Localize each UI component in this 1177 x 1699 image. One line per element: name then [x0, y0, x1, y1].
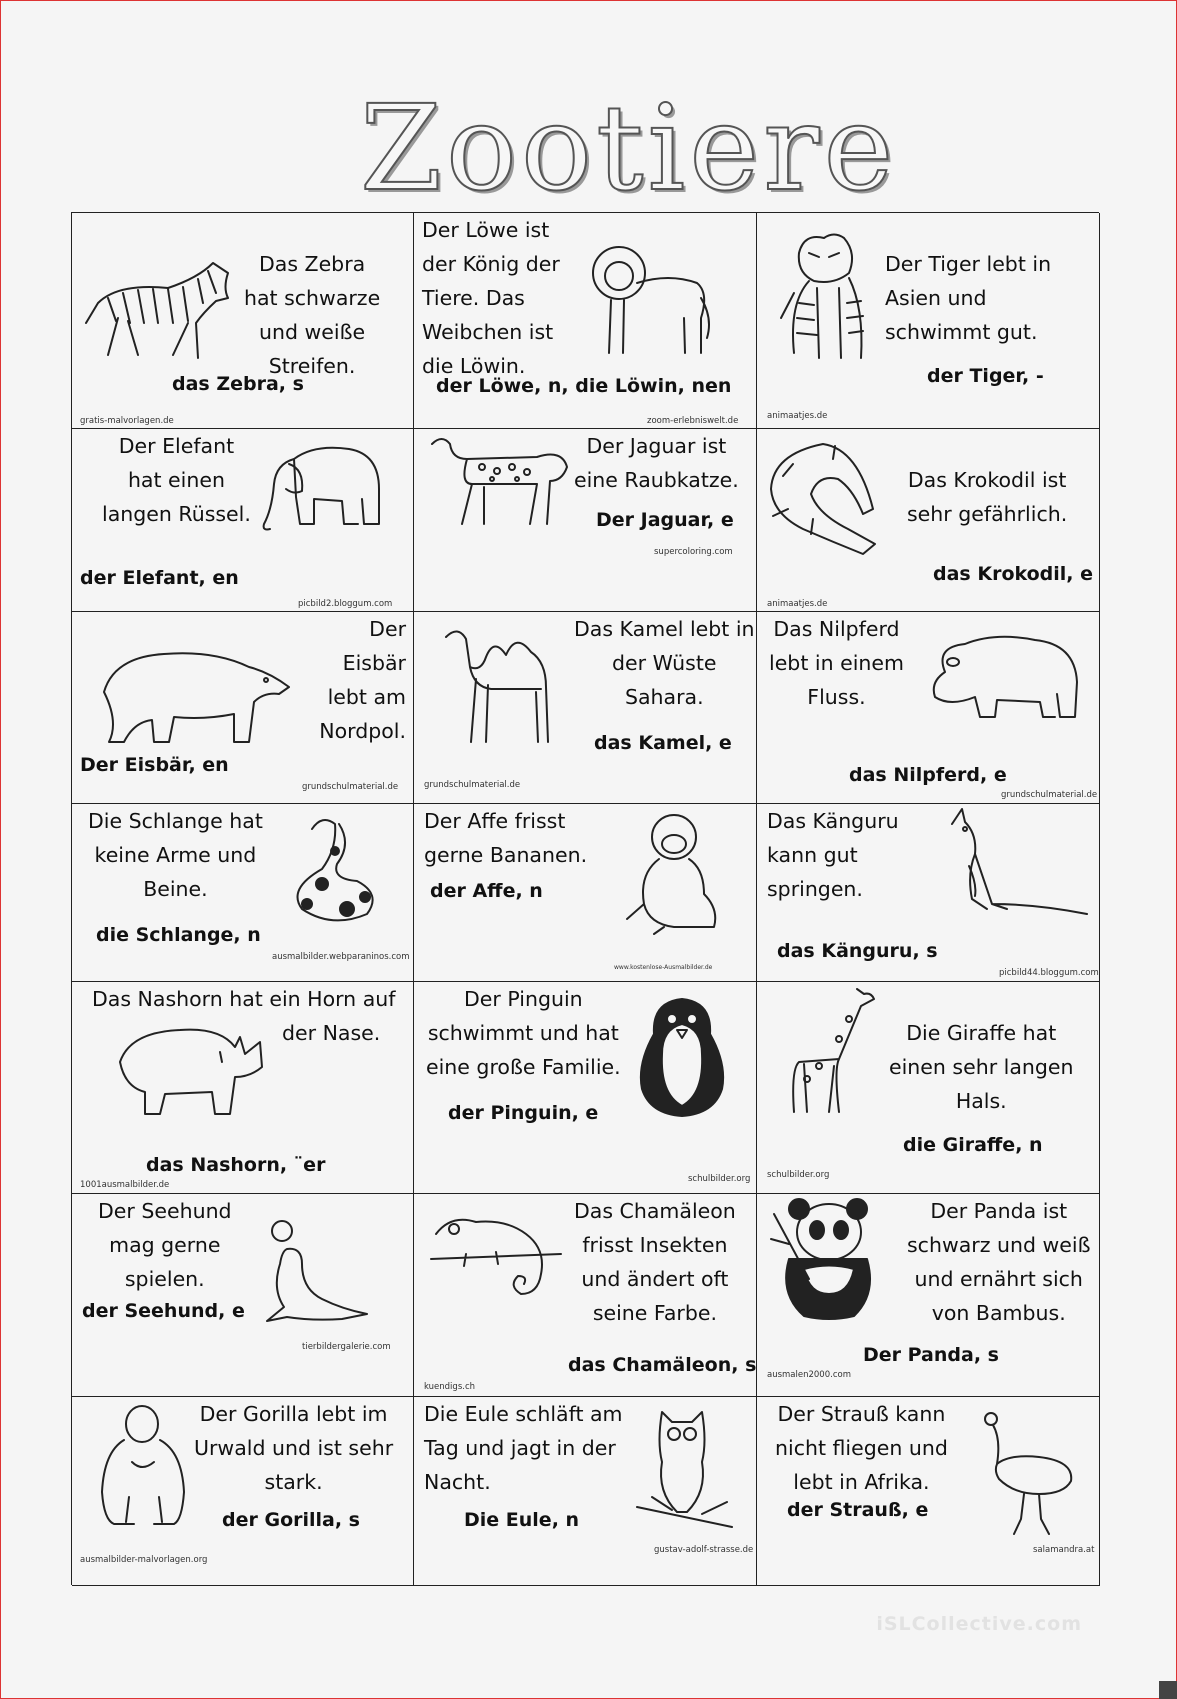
animal-description: Der Löwe ist der König der Tiere. Das Weibchen ist die Löwin. — [422, 218, 560, 378]
animal-description: Der Strauß kann nicht fliegen und lebt in Afrika. — [775, 1402, 948, 1494]
lion-icon — [589, 238, 714, 363]
animal-description: Der Pinguin schwimmt und hat eine große Familie. — [426, 987, 621, 1079]
card-rhino — [72, 982, 414, 1194]
card-kangaroo — [757, 804, 1100, 982]
card-ostrich — [757, 1397, 1100, 1586]
animal-name: das Krokodil, e — [933, 563, 1094, 585]
seal-icon — [262, 1219, 372, 1329]
image-source: zoom-erlebniswelt.de — [647, 416, 739, 426]
card-snake — [72, 804, 414, 982]
polar-bear-icon — [94, 642, 294, 752]
card-tiger — [757, 213, 1100, 429]
card-lion — [414, 213, 757, 429]
animal-name: der Tiger, - — [927, 365, 1044, 387]
page-title: Zootiere — [360, 79, 898, 217]
penguin-icon — [632, 994, 732, 1124]
card-gorilla — [72, 1397, 414, 1586]
owl-icon — [632, 1402, 737, 1532]
animal-name: die Schlange, n — [96, 924, 261, 946]
elephant-icon — [254, 439, 389, 539]
animal-name: die Giraffe, n — [903, 1134, 1043, 1156]
animal-name: der Gorilla, s — [222, 1509, 360, 1531]
card-monkey — [414, 804, 757, 982]
image-source: kuendigs.ch — [424, 1382, 476, 1392]
image-source: ausmalen2000.com — [767, 1370, 851, 1380]
animal-name: der Affe, n — [430, 880, 543, 902]
animal-description: Der Affe frisst gerne Bananen. — [424, 809, 588, 867]
ostrich-icon — [979, 1409, 1079, 1539]
card-panda — [757, 1194, 1100, 1397]
camel-icon — [436, 617, 561, 747]
rhino-icon — [110, 1022, 270, 1122]
tiger-icon — [769, 223, 879, 368]
animal-name: der Löwe, n, die Löwin, nen — [436, 375, 732, 397]
animal-description: Das Känguru kann gut springen. — [767, 809, 899, 901]
animal-description: Der Tiger lebt in Asien und schwimmt gut. — [885, 252, 1052, 344]
image-source: animaatjes.de — [767, 411, 828, 421]
kangaroo-icon — [947, 804, 1092, 919]
image-source: picbild44.bloggum.com — [999, 968, 1099, 978]
image-source: tierbildergalerie.com — [302, 1342, 391, 1352]
corner-mark — [1159, 1681, 1177, 1699]
image-source: supercoloring.com — [654, 547, 733, 557]
image-source: www.kostenlose-Ausmalbilder.de — [614, 964, 713, 971]
animal-description: Das Nilpferd lebt in einem Fluss. — [769, 617, 904, 709]
image-source: 1001ausmalbilder.de — [80, 1180, 170, 1190]
image-source: grundschulmaterial.de — [424, 780, 521, 790]
animal-description: Das Zebra hat schwarze und weiße Streifen. — [244, 252, 381, 378]
card-hippo — [757, 612, 1100, 804]
animal-name: der Elefant, en — [80, 567, 239, 589]
crocodile-icon — [763, 434, 883, 559]
animal-description: Das Kamel lebt in der Wüste Sahara. — [574, 617, 755, 709]
animal-description: Der Elefant hat einen langen Rüssel. — [102, 434, 251, 526]
animal-name: das Nashorn, ¨er — [146, 1154, 326, 1176]
animal-description: Der Gorilla lebt im Urwald und ist sehr stark. — [194, 1402, 394, 1494]
image-source: schulbilder.org — [688, 1174, 751, 1184]
card-camel — [414, 612, 757, 804]
image-source: ausmalbilder.webparaninos.com — [272, 952, 410, 962]
card-giraffe — [757, 982, 1100, 1194]
animal-name: das Känguru, s — [777, 940, 938, 962]
hippo-icon — [925, 632, 1085, 727]
card-zebra — [72, 213, 414, 429]
animal-description: Der Seehund mag gerne spielen. — [98, 1199, 232, 1291]
card-polar-bear — [72, 612, 414, 804]
animal-name: Der Eisbär, en — [80, 754, 229, 776]
gorilla-icon — [94, 1402, 194, 1532]
animal-name: der Strauß, e — [787, 1499, 929, 1521]
animal-name: der Seehund, e — [82, 1300, 245, 1322]
animal-description: Der Panda ist schwarz und weiß und ernährt sich von Bambus. — [907, 1199, 1091, 1325]
animal-description: Das Nashorn hat ein Horn auf — [92, 987, 396, 1011]
animal-name: das Zebra, s — [172, 373, 304, 395]
snake-icon — [277, 809, 387, 934]
watermark: iSLCollective.com — [876, 1613, 1082, 1635]
image-source: gustav-adolf-strasse.de — [654, 1545, 754, 1555]
animal-description: Der Eisbär lebt am Nordpol. — [319, 617, 406, 743]
animal-name: der Pinguin, e — [448, 1102, 599, 1124]
image-source: salamandra.at — [1033, 1545, 1095, 1555]
animal-description: Das Krokodil ist sehr gefährlich. — [907, 468, 1068, 526]
zebra-icon — [78, 243, 238, 373]
animal-name: Der Panda, s — [863, 1344, 999, 1366]
image-source: grundschulmaterial.de — [1001, 790, 1098, 800]
image-source: gratis-malvorlagen.de — [80, 416, 174, 426]
image-source: ausmalbilder-malvorlagen.org — [80, 1555, 208, 1565]
animal-description: Der Jaguar ist eine Raubkatze. — [574, 434, 739, 492]
image-source: picbild2.bloggum.com — [298, 599, 393, 609]
animal-name: das Nilpferd, e — [849, 764, 1007, 786]
card-jaguar — [414, 429, 757, 612]
jaguar-icon — [422, 429, 572, 539]
card-chameleon — [414, 1194, 757, 1397]
giraffe-icon — [779, 984, 879, 1114]
card-owl — [414, 1397, 757, 1586]
card-elephant — [72, 429, 414, 612]
image-source: animaatjes.de — [767, 599, 828, 609]
animal-grid — [71, 212, 1099, 1585]
image-source: grundschulmaterial.de — [302, 782, 399, 792]
animal-name: das Kamel, e — [594, 732, 732, 754]
animal-description: Das Chamäleon frisst Insekten und ändert oft seine Farbe. — [574, 1199, 736, 1325]
card-crocodile — [757, 429, 1100, 612]
animal-description: Die Giraffe hat einen sehr langen Hals. — [889, 1021, 1074, 1113]
chameleon-icon — [426, 1204, 566, 1314]
monkey-icon — [619, 809, 729, 939]
animal-name: das Chamäleon, s — [568, 1354, 757, 1376]
panda-icon — [769, 1194, 884, 1324]
animal-description: Die Eule schläft am Tag und jagt in der Nacht. — [424, 1402, 623, 1494]
animal-name: Der Jaguar, e — [596, 509, 734, 531]
card-seal — [72, 1194, 414, 1397]
card-penguin — [414, 982, 757, 1194]
animal-description: Die Schlange hat keine Arme und Beine. — [88, 809, 263, 901]
animal-description-line2: der Nase. — [282, 1021, 381, 1045]
animal-name: Die Eule, n — [464, 1509, 580, 1531]
image-source: schulbilder.org — [767, 1170, 830, 1180]
